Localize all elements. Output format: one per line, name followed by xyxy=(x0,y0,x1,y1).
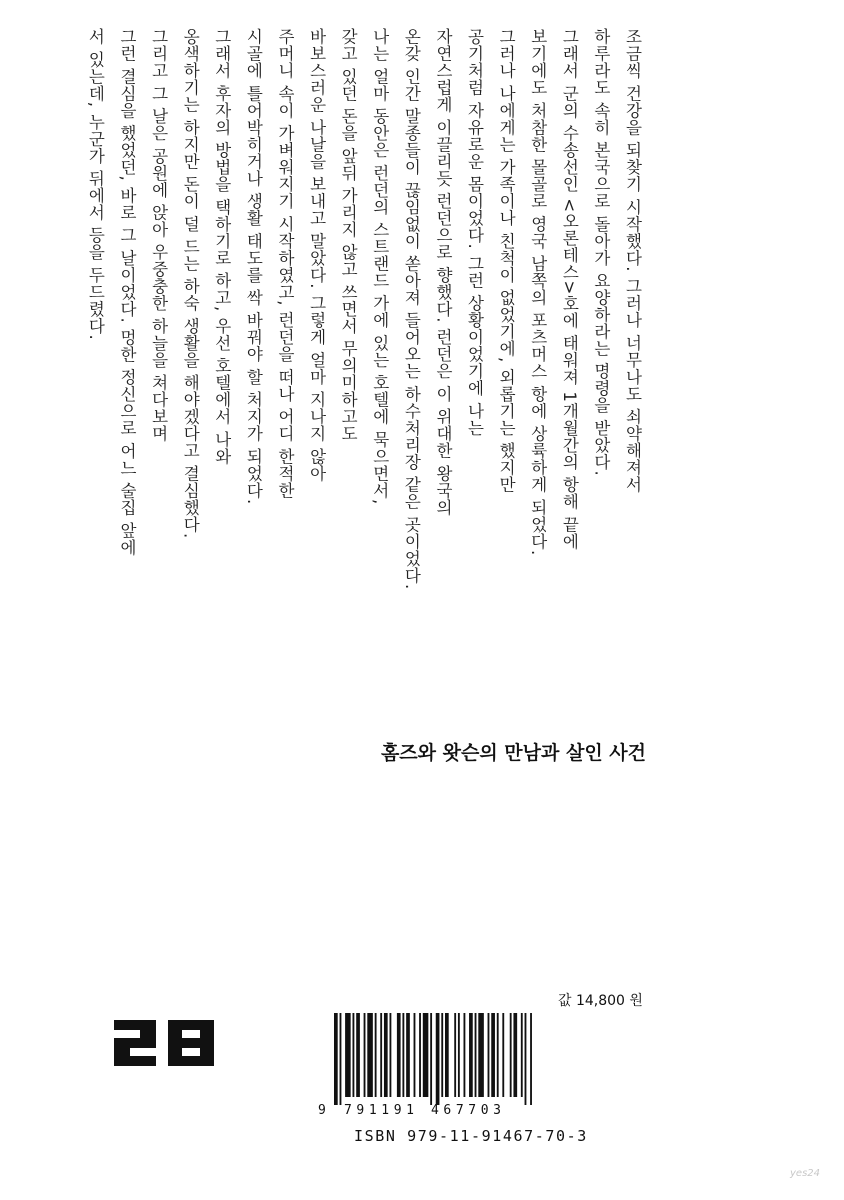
excerpt-column: 그래서 군의 수송선인 <오론테스>호에 태워져 1개월간의 항해 끝에 xyxy=(559,28,579,550)
barcode-bar xyxy=(419,1013,421,1097)
price-label: 값 14,800 원 xyxy=(558,993,643,1009)
barcode-bar xyxy=(441,1013,443,1097)
barcode-bar xyxy=(497,1013,499,1097)
isbn-barcode xyxy=(318,1013,614,1163)
barcode-bar xyxy=(364,1013,366,1097)
excerpt-column: 갖고 있던 돈을 앞뒤 가리지 않고 쓰면서 무의미하고도 xyxy=(338,28,358,443)
barcode-bar xyxy=(356,1013,360,1097)
excerpt-column: 그러나 나에게는 가족이나 친척이 없었기에, 외롭기는 했지만 xyxy=(496,28,516,494)
excerpt-column: 서 있는데, 누군가 뒤에서 등을 두드렸다. xyxy=(85,28,105,341)
barcode-bar xyxy=(430,1013,432,1105)
vertical-excerpt xyxy=(48,28,648,608)
barcode-bar xyxy=(390,1013,392,1097)
excerpt-column: 보기에도 처참한 몰골로 영국 남쪽의 포츠머스 항에 상륙하게 되었다. xyxy=(528,28,548,556)
chapter-subtitle: 홈즈와 왓슨의 만남과 살인 사건 xyxy=(380,742,646,764)
excerpt-column: 시골에 틀어박히거나 생활 태도를 싹 바꿔야 할 처지가 되었다. xyxy=(243,28,263,505)
excerpt-column: 그런 결심을 했었던, 바로 그 날이었다. 멍한 정신으로 어느 술집 앞에 xyxy=(117,28,137,556)
excerpt-column: 바보스러운 나날을 보내고 말았다. 그렇게 얼마 지나지 않아 xyxy=(307,28,327,482)
barcode-bar xyxy=(464,1013,466,1097)
barcode-bar xyxy=(340,1013,342,1105)
barcode-bar xyxy=(334,1013,338,1105)
series-number-logo xyxy=(112,1018,216,1068)
barcode-bar xyxy=(530,1013,532,1105)
barcode-bar xyxy=(469,1013,473,1097)
barcode-bar xyxy=(513,1013,517,1097)
excerpt-column: 조금씩 건강을 되찾기 시작했다. 그러나 너무나도 쇠약해져서 xyxy=(623,28,642,494)
barcode-bar xyxy=(502,1013,504,1097)
barcode-bar xyxy=(488,1013,490,1097)
barcode-bar xyxy=(345,1013,351,1097)
excerpt-column: 옹색하기는 하지만 돈이 덜 드는 하숙 생활을 해야겠다고 결심했다. xyxy=(180,28,200,539)
barcode-bar xyxy=(375,1013,377,1097)
barcode-bar xyxy=(525,1013,527,1105)
watermark: yes24 xyxy=(790,1168,821,1179)
barcode-bar xyxy=(397,1013,401,1097)
barcode-bar xyxy=(384,1013,388,1097)
barcode-bar xyxy=(478,1013,484,1097)
barcode-bar xyxy=(521,1013,523,1097)
barcode-bar xyxy=(445,1013,449,1097)
barcode-bar xyxy=(475,1013,477,1097)
excerpt-column: 자연스럽게 이끌리듯 런던으로 향했다. 런던은 이 위대한 왕국의 xyxy=(433,28,453,516)
isbn-number: ISBN 979-11-91467-70-3 xyxy=(354,1127,588,1145)
barcode-bar xyxy=(367,1013,373,1097)
barcode-digits: 791191 467703 xyxy=(344,1103,506,1118)
barcode-bar xyxy=(454,1013,456,1097)
barcode-bar xyxy=(406,1013,410,1097)
excerpt-column: 주머니 속이 가벼워지기 시작하였고, 런던을 떠나 어디 한적한 xyxy=(275,28,295,499)
excerpt-column: 그래서 후자의 방법을 택하기로 하고, 우선 호텔에서 나와 xyxy=(212,28,232,465)
barcode-bar xyxy=(510,1013,512,1097)
excerpt-column: 온갖 인간 말종들이 끊임없이 쏟아져 들어오는 하수처리장 같은 곳이었다. xyxy=(401,28,421,590)
barcode-bar xyxy=(402,1013,404,1097)
barcode-bar xyxy=(380,1013,382,1097)
excerpt-column: 그리고 그 날은 공원에 앉아 우중충한 하늘을 쳐다보며 xyxy=(149,28,169,443)
barcode-bar xyxy=(458,1013,460,1097)
excerpt-column: 하루라도 속히 본국으로 돌아가 요양하라는 명령을 받았다. xyxy=(591,28,611,477)
barcode-bar xyxy=(353,1013,355,1097)
barcode-first-digit: 9 xyxy=(318,1103,326,1118)
barcode-bar xyxy=(436,1013,440,1105)
barcode-bar xyxy=(423,1013,429,1097)
excerpt-column: 나는 얼마 동안은 런던의 스트랜드 가에 있는 호텔에 묵으면서, xyxy=(370,28,390,505)
barcode-bar xyxy=(414,1013,416,1097)
barcode-bar xyxy=(491,1013,495,1097)
excerpt-column: 공기처럼 자유로운 몸이었다. 그런 상황이었기에 나는 xyxy=(465,28,485,437)
